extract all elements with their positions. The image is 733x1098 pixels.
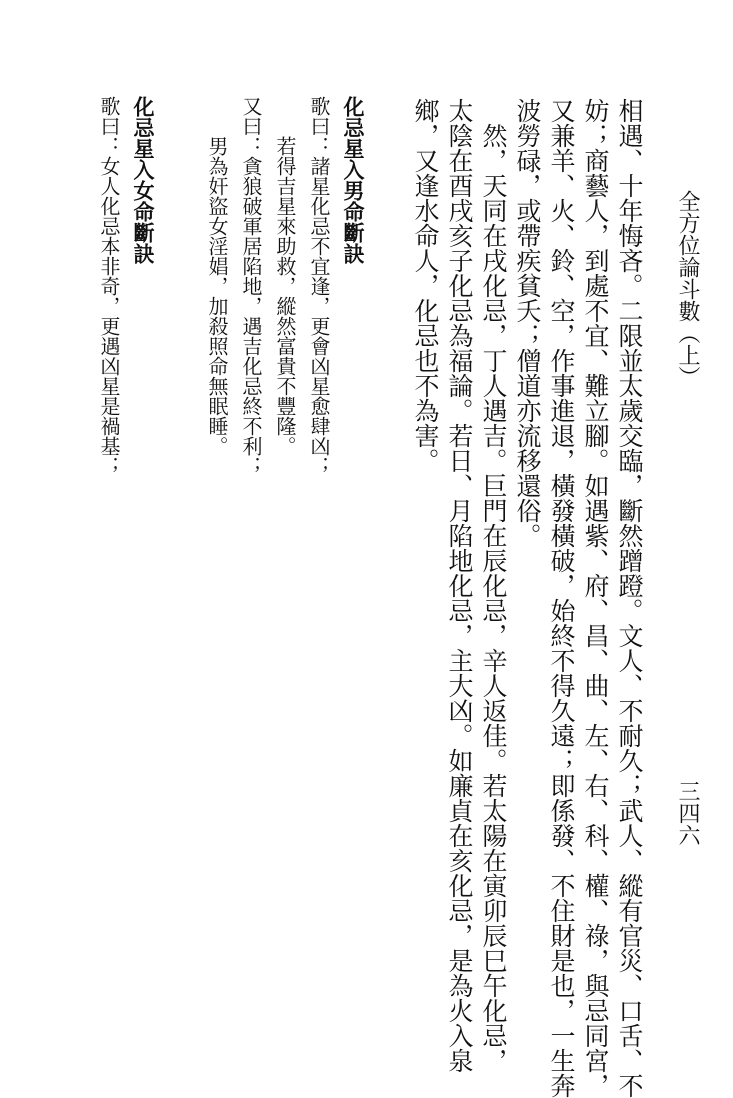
verse-line: 男為奸盜女淫娼，加殺照命無眠睡。 [205,96,229,456]
prose-line: 相遇、十年悔吝。二限並太歲交臨，斷然蹭蹬。文人、不耐久；武人、縱有官災、口舌、不 [615,98,644,1098]
page-number: 三四六 [675,780,700,846]
verse-line: 又曰：貪狼破軍居陷地，遇吉化忌終不利； [239,96,263,476]
verse-line: 若得吉星來助救，縱然富貴不豐隆。 [273,96,297,456]
verse-line: 歌曰：女人化忌本非奇，更遇凶星是禍基； [97,96,121,476]
prose-line: 妨；商藝人，到處不宜、難立腳。如遇紫、府、昌、曲、左、右、科、權、祿，與忌同宮， [581,98,610,1098]
prose-line: 波勞碌，或帶疾貧夭；僧道亦流移還俗。 [513,98,542,548]
verse-line: 歌曰：諸星化忌不宜逢，更會凶星愈肆凶； [307,96,331,476]
prose-line: 鄉，又逢水命人，化忌也不為害。 [411,98,440,473]
prose-line: 然，天同在戌化忌，丁人遇吉。巨門在辰化忌，辛人返佳。若太陽在寅卯辰巳午化忌， [479,98,508,1073]
section-heading-female: 化忌星入女命斷訣 [131,96,156,264]
prose-line: 又兼羊、火、鈴、空，作事進退，橫發橫破，始終不得久遠；即係發、不住財是也，一生奔 [547,98,576,1098]
running-header-title: 全方位論斗數（上） [675,190,700,388]
prose-line: 太陰在酉戌亥子化忌為福論。若日、月陷地化忌，主大凶。如廉貞在亥化忌，是為火入泉 [445,98,474,1073]
section-heading-male: 化忌星入男命斷訣 [341,96,366,264]
